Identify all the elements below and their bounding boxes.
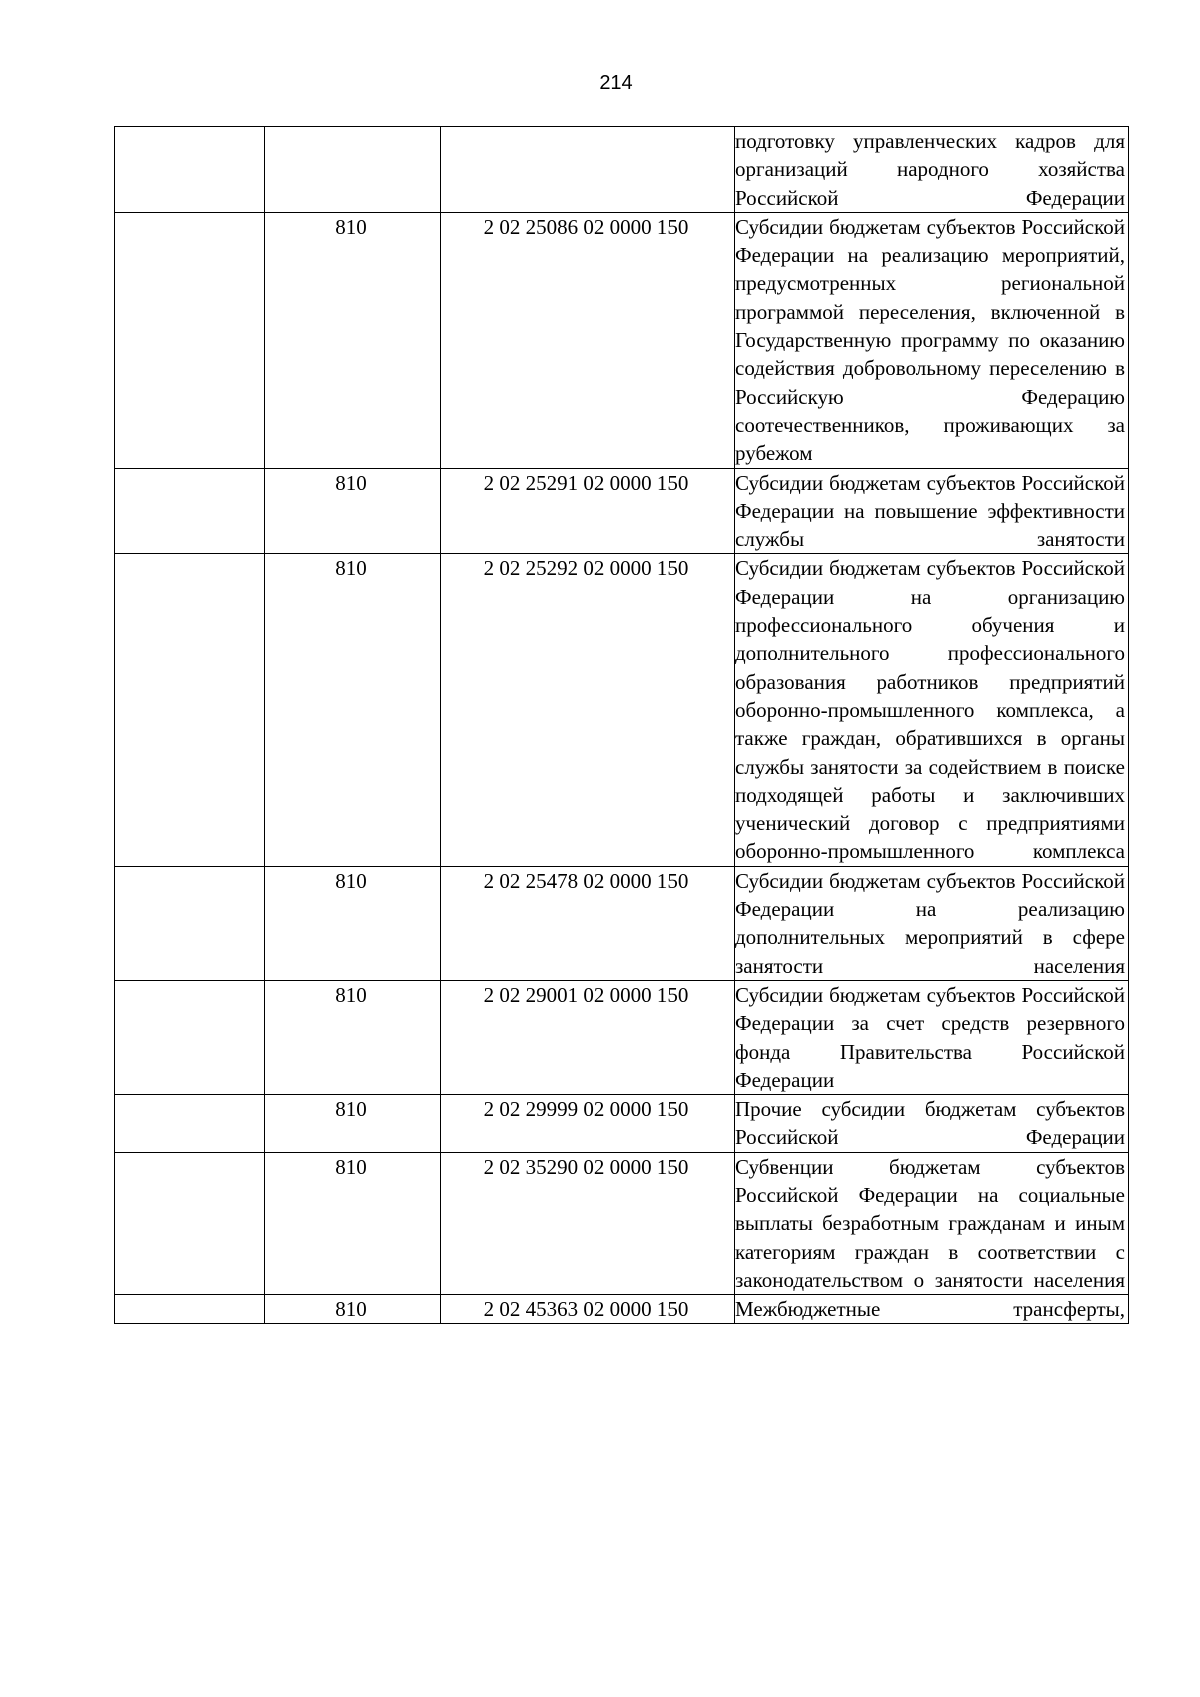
description-cell: Субсидии бюджетам субъектов Российской Федерации на организацию профессионального обучения и дополнительного профессионального образования работников предприятий оборонно-промышленного комплекса, а также граждан, обратившихся в органы службы занятости за содействием в поиске подходящей работы и заключивших ученический договор с предприятиями оборонно-промышленного комплекса [735,554,1129,866]
empty-cell [115,212,265,468]
admin-code-cell: 810 [265,980,441,1094]
empty-cell [115,1295,265,1324]
table-row [115,1295,1129,1324]
empty-cell [115,1095,265,1153]
description-cell: Прочие субсидии бюджетам субъектов Российской Федерации [735,1095,1129,1153]
budget-classification-code-cell: 2 02 25292 02 0000 150 [441,554,735,866]
revenue-classification-table [114,126,1129,1324]
empty-cell [115,980,265,1094]
admin-code-cell: 810 [265,1152,441,1294]
budget-classification-code-cell: 2 02 29999 02 0000 150 [441,1095,735,1153]
budget-classification-code-cell [441,127,735,213]
description-cell: Межбюджетные трансферты, [735,1295,1129,1324]
description-cell: Субсидии бюджетам субъектов Российской Федерации на реализацию дополнительных мероприятий в сфере занятости населения [735,866,1129,980]
description-cell: Субсидии бюджетам субъектов Российской Федерации на реализацию мероприятий, предусмотренных региональной программой переселения, включенной в Государственную программу по оказанию содействия добровольному переселению в Российскую Федерацию соотечественников, проживающих за рубежом [735,212,1129,468]
admin-code-cell: 810 [265,468,441,554]
budget-classification-code-cell: 2 02 25291 02 0000 150 [441,468,735,554]
table-row [115,980,1129,1094]
page-number: 214 [599,72,633,94]
table-row [115,1095,1129,1153]
description-cell: Субсидии бюджетам субъектов Российской Федерации за счет средств резервного фонда Правительства Российской Федерации [735,980,1129,1094]
description-cell: подготовку управленческих кадров для организаций народного хозяйства Российской Федерации [735,127,1129,213]
budget-classification-code-cell: 2 02 29001 02 0000 150 [441,980,735,1094]
admin-code-cell: 810 [265,1295,441,1324]
admin-code-cell: 810 [265,1095,441,1153]
admin-code-cell [265,127,441,213]
table-row [115,866,1129,980]
empty-cell [115,866,265,980]
description-cell: Субвенции бюджетам субъектов Российской Федерации на социальные выплаты безработным гражданам и иным категориям граждан в соответствии с законодательством о занятости населения [735,1152,1129,1294]
empty-cell [115,468,265,554]
budget-classification-code-cell: 2 02 25478 02 0000 150 [441,866,735,980]
admin-code-cell: 810 [265,554,441,866]
budget-classification-code-cell: 2 02 45363 02 0000 150 [441,1295,735,1324]
table-row [115,127,1129,213]
budget-classification-code-cell: 2 02 35290 02 0000 150 [441,1152,735,1294]
description-cell: Субсидии бюджетам субъектов Российской Федерации на повышение эффективности службы занятости [735,468,1129,554]
table-row [115,468,1129,554]
budget-classification-code-cell: 2 02 25086 02 0000 150 [441,212,735,468]
table-row [115,554,1129,866]
empty-cell [115,554,265,866]
empty-cell [115,1152,265,1294]
table-row [115,212,1129,468]
empty-cell [115,127,265,213]
table-row [115,1152,1129,1294]
admin-code-cell: 810 [265,866,441,980]
admin-code-cell: 810 [265,212,441,468]
